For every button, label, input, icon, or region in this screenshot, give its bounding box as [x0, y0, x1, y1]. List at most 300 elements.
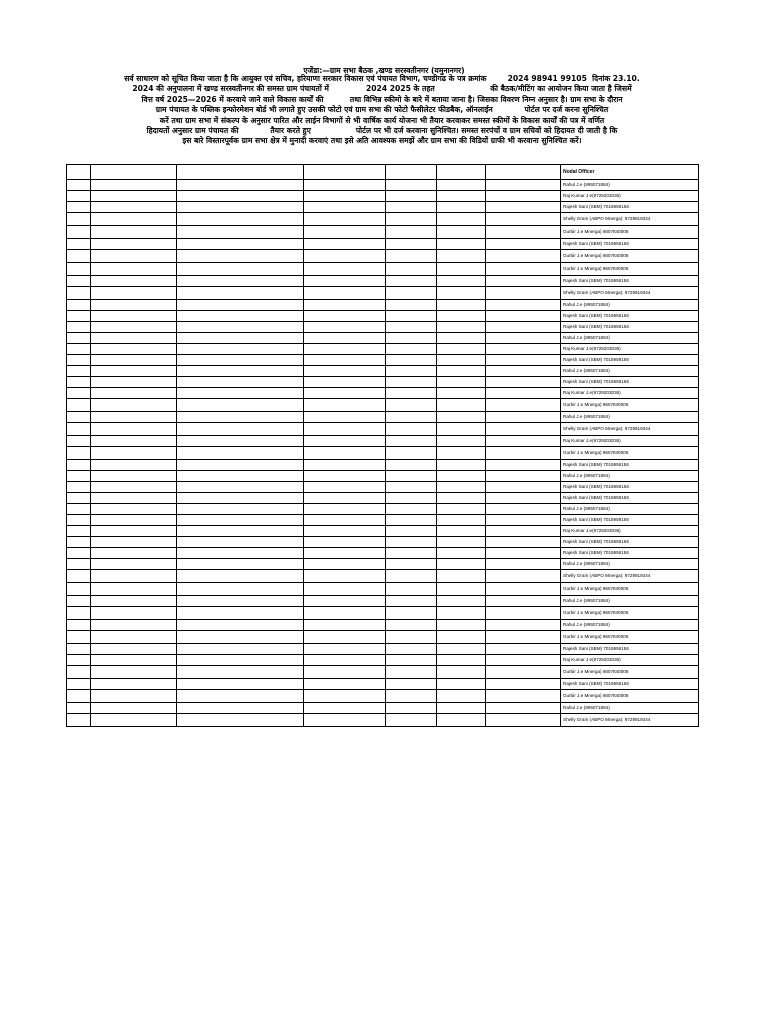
nodal-officer-cell: Rajesh Sani (SBM) 7015959156	[561, 322, 699, 333]
table-cell	[67, 366, 91, 377]
table-cell	[177, 276, 304, 287]
table-cell	[304, 399, 386, 412]
nodal-officer-cell: Rahul J.e (895071884)	[561, 180, 699, 191]
nodal-officer-cell: Shelly Gram (ABPO Mnerga): 9729919344	[561, 714, 699, 727]
table-cell	[486, 388, 561, 399]
table-cell	[177, 180, 304, 191]
table-cell	[177, 690, 304, 703]
table-cell	[486, 377, 561, 388]
nodal-officer-cell: Rajesh Sani (SBM) 7015959156	[561, 355, 699, 366]
table-cell	[67, 460, 91, 471]
table-cell	[91, 607, 177, 620]
table-cell	[486, 703, 561, 714]
table-cell	[386, 690, 437, 703]
table-cell	[437, 471, 486, 482]
table-cell	[486, 493, 561, 504]
table-cell	[386, 570, 437, 583]
table-cell	[177, 333, 304, 344]
table-cell	[437, 250, 486, 263]
table-cell	[386, 526, 437, 537]
nodal-officer-cell: Raj Kumar J.e(9729203036)	[561, 388, 699, 399]
table-cell	[177, 515, 304, 526]
table-row	[67, 263, 699, 276]
table-cell	[67, 436, 91, 447]
table-cell	[177, 482, 304, 493]
table-cell	[386, 202, 437, 213]
table-cell	[177, 471, 304, 482]
table-cell	[304, 570, 386, 583]
table-cell	[91, 526, 177, 537]
table-cell	[304, 526, 386, 537]
table-cell	[437, 191, 486, 202]
table-cell	[304, 423, 386, 436]
notice-paragraph	[66, 74, 698, 147]
nodal-officer-cell: Rahul J.e (895071884)	[561, 620, 699, 631]
table-cell	[304, 482, 386, 493]
nodal-officer-cell: Shelly Gram (ABPO Mnerga): 9729919344	[561, 570, 699, 583]
nodal-officer-cell: Rajesh Sani (SBM) 7015959156	[561, 537, 699, 548]
table-cell	[177, 447, 304, 460]
table-cell	[91, 300, 177, 311]
table-cell	[386, 311, 437, 322]
table-cell	[486, 526, 561, 537]
table-cell	[304, 226, 386, 239]
table-cell	[486, 679, 561, 690]
table-row	[67, 355, 699, 366]
table-cell	[386, 263, 437, 276]
table-cell	[67, 631, 91, 644]
table-row	[67, 559, 699, 570]
nodal-officer-cell: Rajesh Sani (SBM) 7015959156	[561, 679, 699, 690]
table-cell	[67, 620, 91, 631]
table-cell	[91, 570, 177, 583]
table-cell	[304, 263, 386, 276]
table-cell	[67, 377, 91, 388]
table-cell	[437, 548, 486, 559]
table-cell	[304, 504, 386, 515]
nodal-officer-cell: Gurbir J.e Mnerga) 8607840006	[561, 690, 699, 703]
table-cell	[67, 180, 91, 191]
nodal-officer-cell: Rahul J.e (895071884)	[561, 504, 699, 515]
table-cell	[304, 300, 386, 311]
table-cell	[67, 596, 91, 607]
table-cell	[437, 355, 486, 366]
table-cell	[177, 504, 304, 515]
table-row	[67, 714, 699, 727]
table-cell	[67, 239, 91, 250]
table-cell	[304, 703, 386, 714]
table-cell	[386, 679, 437, 690]
table-cell	[91, 515, 177, 526]
table-cell	[304, 344, 386, 355]
table-cell	[67, 666, 91, 679]
table-cell	[386, 180, 437, 191]
table-row	[67, 482, 699, 493]
table-cell	[437, 276, 486, 287]
table-cell	[437, 377, 486, 388]
table-cell	[304, 311, 386, 322]
table-cell	[437, 570, 486, 583]
table-row	[67, 447, 699, 460]
table-cell	[67, 690, 91, 703]
table-cell	[386, 226, 437, 239]
table-cell	[91, 333, 177, 344]
table-cell	[304, 679, 386, 690]
nodal-officer-cell: Shelly Gram (ABPO Mnerga): 9729919344	[561, 287, 699, 300]
table-cell	[177, 355, 304, 366]
table-row	[67, 226, 699, 239]
table-cell	[437, 344, 486, 355]
table-cell	[437, 447, 486, 460]
table-cell	[67, 276, 91, 287]
table-row	[67, 504, 699, 515]
table-cell	[486, 460, 561, 471]
table-cell	[177, 399, 304, 412]
table-cell	[304, 559, 386, 570]
table-cell	[486, 436, 561, 447]
nodal-officer-cell: Rahul J.e (895071884)	[561, 366, 699, 377]
table-cell	[486, 250, 561, 263]
table-cell	[386, 423, 437, 436]
table-row	[67, 202, 699, 213]
table-cell	[486, 515, 561, 526]
table-cell	[91, 263, 177, 276]
table-cell	[177, 644, 304, 655]
nodal-officer-cell: Gurbir J.e Mnerga) 8607840006	[561, 583, 699, 596]
table-cell	[177, 165, 304, 180]
table-cell	[437, 239, 486, 250]
table-cell	[304, 287, 386, 300]
table-cell	[67, 412, 91, 423]
table-cell	[304, 447, 386, 460]
table-cell	[177, 366, 304, 377]
table-cell	[91, 311, 177, 322]
table-cell	[437, 263, 486, 276]
table-cell	[304, 655, 386, 666]
table-row	[67, 239, 699, 250]
table-cell	[91, 559, 177, 570]
table-cell	[177, 377, 304, 388]
table-cell	[486, 537, 561, 548]
table-cell	[91, 344, 177, 355]
table-cell	[177, 703, 304, 714]
table-row	[67, 548, 699, 559]
table-row	[67, 213, 699, 226]
notice-line: इस बारे विस्तारपूर्वक ग्राम सभा क्षेत्र में मुनादी करवाएं तथा इसे अति आवश्यक समझें और ग्राम सभा की विडियों ग्राफी भी करवाना सुनिश्चित करें।	[182, 136, 582, 146]
table-cell	[67, 515, 91, 526]
table-cell	[437, 493, 486, 504]
nodal-officer-cell: Raj Kumar J.e(9729203036)	[561, 436, 699, 447]
table-cell	[486, 355, 561, 366]
table-cell	[91, 202, 177, 213]
nodal-officer-cell: Rajesh Sani (SBM) 7015959156	[561, 493, 699, 504]
table-cell	[386, 482, 437, 493]
table-cell	[486, 366, 561, 377]
table-cell	[437, 607, 486, 620]
table-cell	[386, 655, 437, 666]
table-cell	[304, 388, 386, 399]
table-cell	[67, 583, 91, 596]
table-cell	[486, 620, 561, 631]
table-cell	[177, 213, 304, 226]
table-cell	[304, 537, 386, 548]
table-cell	[486, 213, 561, 226]
nodal-officer-cell: Rahul J.e (895071884)	[561, 596, 699, 607]
nodal-officer-cell: Rajesh Sani (SBM) 7015959156	[561, 377, 699, 388]
table-cell	[177, 679, 304, 690]
table-cell	[67, 213, 91, 226]
nodal-officer-cell: Rahul J.e (895071884)	[561, 703, 699, 714]
nodal-officer-cell: Gurbir J.e Mnerga) 8607840006	[561, 607, 699, 620]
table-cell	[67, 447, 91, 460]
table-cell	[91, 504, 177, 515]
table-cell	[91, 447, 177, 460]
nodal-officer-cell: Rajesh Sani (SBM) 7015959156	[561, 239, 699, 250]
table-cell	[486, 226, 561, 239]
table-cell	[486, 570, 561, 583]
table-cell	[91, 471, 177, 482]
table-cell	[177, 412, 304, 423]
table-cell	[486, 504, 561, 515]
table-cell	[177, 191, 304, 202]
table-cell	[177, 548, 304, 559]
nodal-officer-cell: Shelly Gram (ABPO Mnerga): 9729919344	[561, 213, 699, 226]
table-row	[67, 250, 699, 263]
table-cell	[177, 596, 304, 607]
table-cell	[91, 583, 177, 596]
nodal-officer-cell: Rajesh Sani (SBM) 7015959156	[561, 515, 699, 526]
table-cell	[67, 526, 91, 537]
table-cell	[91, 412, 177, 423]
nodal-officer-cell: Rajesh Sani (SBM) 7015959156	[561, 482, 699, 493]
table-cell	[486, 655, 561, 666]
nodal-officer-cell: Gurbir J.e Mnerga) 8607840006	[561, 399, 699, 412]
table-cell	[437, 399, 486, 412]
table-cell	[437, 436, 486, 447]
table-cell	[177, 559, 304, 570]
table-cell	[486, 180, 561, 191]
table-cell	[304, 436, 386, 447]
table-row	[67, 607, 699, 620]
table-cell	[177, 607, 304, 620]
table-cell	[486, 276, 561, 287]
nodal-officer-cell: Gurbir J.e Mnerga) 8607840006	[561, 631, 699, 644]
table-cell	[67, 655, 91, 666]
table-cell	[67, 703, 91, 714]
table-row	[67, 515, 699, 526]
table-cell	[304, 355, 386, 366]
table-cell	[386, 213, 437, 226]
table-cell	[437, 703, 486, 714]
table-cell	[91, 493, 177, 504]
table-cell	[386, 322, 437, 333]
table-header-row	[67, 165, 699, 180]
table-cell	[304, 250, 386, 263]
table-cell	[177, 631, 304, 644]
table-cell	[486, 423, 561, 436]
table-row	[67, 344, 699, 355]
nodal-officer-cell: Gurbir J.e Mnerga) 8607840006	[561, 226, 699, 239]
table-cell	[177, 537, 304, 548]
table-cell	[91, 537, 177, 548]
table-cell	[437, 666, 486, 679]
table-cell	[177, 287, 304, 300]
table-row	[67, 690, 699, 703]
table-row	[67, 399, 699, 412]
table-cell	[304, 165, 386, 180]
table-cell	[386, 355, 437, 366]
table-cell	[177, 526, 304, 537]
table-cell	[486, 300, 561, 311]
table-cell	[386, 191, 437, 202]
notice-line: हिदायतों अनुसार ग्राम पंचायत की तैयार करते हुए पोर्टल पर भी दर्ज करवाना सुनिश्चित। समस्त सरपंचों व ग्राम सचिवों को हिदायत दी जाती है कि	[146, 126, 618, 136]
table-cell	[304, 366, 386, 377]
nodal-officer-cell: Raj Kumar J.e(9729203036)	[561, 344, 699, 355]
table-cell	[386, 366, 437, 377]
table-row	[67, 679, 699, 690]
table-cell	[304, 412, 386, 423]
table-cell	[386, 300, 437, 311]
table-cell	[177, 250, 304, 263]
agenda-table	[66, 164, 698, 727]
nodal-officer-cell: Gurbir J.e Mnerga) 8607840006	[561, 263, 699, 276]
table-cell	[177, 714, 304, 727]
table-row	[67, 191, 699, 202]
table-cell	[486, 412, 561, 423]
table-cell	[304, 666, 386, 679]
table-cell	[386, 377, 437, 388]
table-row	[67, 180, 699, 191]
nodal-officer-cell: Rajesh Sani (SBM) 7015959156	[561, 276, 699, 287]
nodal-officer-cell: Rahul J.e (895071884)	[561, 559, 699, 570]
table-cell	[91, 436, 177, 447]
table-cell	[437, 460, 486, 471]
table-cell	[67, 559, 91, 570]
table-row	[67, 644, 699, 655]
table-cell	[437, 202, 486, 213]
table-cell	[486, 191, 561, 202]
table-cell	[386, 399, 437, 412]
table-cell	[67, 537, 91, 548]
table-cell	[386, 620, 437, 631]
table-row	[67, 526, 699, 537]
table-cell	[486, 165, 561, 180]
nodal-officer-cell: Shelly Gram (ABPO Mnerga): 9729919344	[561, 423, 699, 436]
table-cell	[91, 714, 177, 727]
table-cell	[304, 202, 386, 213]
table-cell	[67, 714, 91, 727]
notice-line: सर्व साधारण को सूचित किया जाता है कि आयुक्त एवं सचिव, हरियाणा सरकार विकास एवं पंचायत विभाग, चण्डीगढ के पत्र क्रमांक 2024 98941 99105 दिनांक 23.10.	[124, 74, 640, 83]
table-cell	[437, 287, 486, 300]
table-row	[67, 377, 699, 388]
table-cell	[386, 471, 437, 482]
table-cell	[91, 366, 177, 377]
table-cell	[304, 583, 386, 596]
table-row	[67, 366, 699, 377]
table-cell	[91, 644, 177, 655]
table-row	[67, 311, 699, 322]
table-cell	[386, 666, 437, 679]
table-cell	[67, 423, 91, 436]
table-cell	[437, 583, 486, 596]
document-title: एजेंडा:—ग्राम सभा बैठक ,खण्ड सरस्वतीनगर (यमुनानगर)	[303, 66, 465, 75]
table-cell	[386, 714, 437, 727]
table-cell	[91, 596, 177, 607]
table-cell	[67, 355, 91, 366]
table-cell	[91, 377, 177, 388]
table-cell	[177, 493, 304, 504]
table-cell	[486, 714, 561, 727]
table-cell	[386, 165, 437, 180]
table-cell	[386, 607, 437, 620]
table-cell	[304, 377, 386, 388]
table-cell	[437, 333, 486, 344]
table-cell	[304, 596, 386, 607]
table-cell	[437, 482, 486, 493]
table-cell	[486, 583, 561, 596]
table-cell	[437, 412, 486, 423]
table-cell	[386, 596, 437, 607]
table-cell	[177, 300, 304, 311]
table-cell	[177, 311, 304, 322]
table-row	[67, 287, 699, 300]
table-cell	[304, 607, 386, 620]
table-cell	[386, 239, 437, 250]
table-cell	[386, 504, 437, 515]
table-cell	[437, 714, 486, 727]
table-row	[67, 460, 699, 471]
table-cell	[486, 447, 561, 460]
table-cell	[304, 460, 386, 471]
table-cell	[67, 399, 91, 412]
table-cell	[91, 666, 177, 679]
table-cell	[304, 239, 386, 250]
table-cell	[177, 666, 304, 679]
table-cell	[67, 570, 91, 583]
table-cell	[486, 644, 561, 655]
table-cell	[386, 703, 437, 714]
table-cell	[91, 620, 177, 631]
nodal-officer-cell: Rajesh Sani (SBM) 7015959156	[561, 460, 699, 471]
table-cell	[67, 344, 91, 355]
table-cell	[304, 213, 386, 226]
table-cell	[91, 690, 177, 703]
table-row	[67, 436, 699, 447]
table-cell	[67, 263, 91, 276]
table-row	[67, 583, 699, 596]
table-row	[67, 537, 699, 548]
nodal-officer-cell: Rajesh Sani (SBM) 7015959156	[561, 644, 699, 655]
nodal-officer-cell: Gurbir J.e Mnerga) 8607840006	[561, 447, 699, 460]
nodal-officer-cell: Raj Kumar J.e(9729203036)	[561, 655, 699, 666]
table-cell	[67, 322, 91, 333]
table-cell	[67, 471, 91, 482]
table-cell	[437, 311, 486, 322]
nodal-officer-cell: Rajesh Sani (SBM) 7015959156	[561, 548, 699, 559]
table-cell	[437, 596, 486, 607]
table-cell	[67, 202, 91, 213]
table-cell	[177, 423, 304, 436]
table-cell	[67, 607, 91, 620]
table-cell	[67, 311, 91, 322]
table-cell	[437, 679, 486, 690]
table-cell	[386, 515, 437, 526]
table-cell	[486, 559, 561, 570]
table-cell	[177, 202, 304, 213]
nodal-officer-cell: Rahul J.e (895071884)	[561, 471, 699, 482]
table-cell	[386, 460, 437, 471]
table-cell	[386, 644, 437, 655]
